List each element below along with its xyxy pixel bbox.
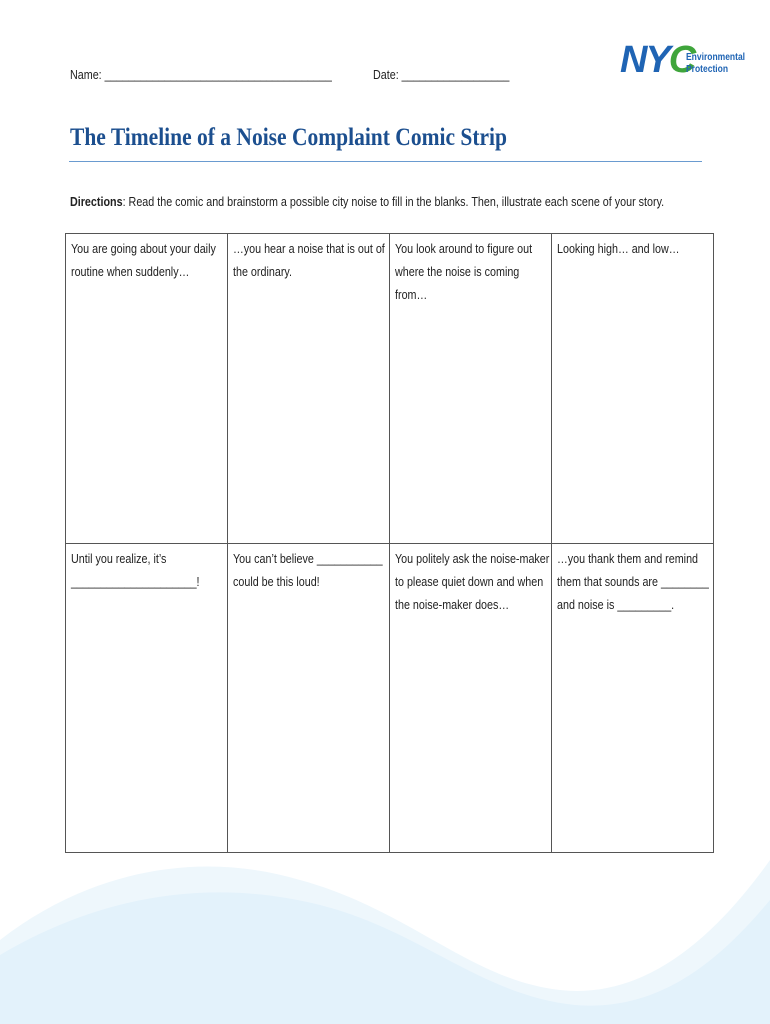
directions-label: Directions xyxy=(70,195,123,209)
directions-body: : Read the comic and brainstorm a possible city noise to fill in the blanks. Then, illustrate each scene of your story. xyxy=(122,195,665,209)
panel-caption: …you hear a noise that is out of the ordinary. xyxy=(233,242,385,279)
comic-panel-3[interactable] xyxy=(390,234,552,544)
nyc-dep-logo xyxy=(620,40,745,84)
directions-text xyxy=(70,195,664,209)
title-divider xyxy=(69,161,702,162)
comic-panel-6[interactable] xyxy=(228,544,390,852)
wave-shape-front xyxy=(0,892,770,1024)
comic-panel-1[interactable] xyxy=(66,234,228,544)
logo-line-1: Environmental xyxy=(686,52,746,63)
comic-panel-2[interactable] xyxy=(228,234,390,544)
panel-caption: Until you realize, it’s _____________________! xyxy=(71,552,200,589)
logo-line-2: Protection xyxy=(686,64,729,75)
panel-caption: You can’t believe ___________ could be this loud! xyxy=(233,552,383,589)
comic-panel-7[interactable] xyxy=(390,544,552,852)
comic-panel-8[interactable] xyxy=(552,544,713,852)
nyc-logo-mark: NYC xyxy=(620,39,695,81)
comic-panel-4[interactable] xyxy=(552,234,713,544)
panel-caption: …you thank them and remind them that sounds are ________ and noise is _________. xyxy=(557,552,709,612)
panel-caption: You politely ask the noise-maker to please quiet down and when the noise-maker does… xyxy=(395,552,550,612)
page-title: The Timeline of a Noise Complaint Comic Strip xyxy=(70,124,507,151)
panel-caption: You look around to figure out where the noise is coming from… xyxy=(395,242,533,302)
panel-caption: Looking high… and low… xyxy=(557,242,680,256)
comic-strip-grid xyxy=(65,233,714,853)
date-field[interactable]: Date: __________________ xyxy=(373,68,510,82)
logo-wordmark xyxy=(686,52,745,76)
panel-caption: You are going about your daily routine when suddenly… xyxy=(71,242,216,279)
comic-panel-5[interactable] xyxy=(66,544,228,852)
name-field[interactable]: Name: ______________________________________ xyxy=(70,68,332,82)
